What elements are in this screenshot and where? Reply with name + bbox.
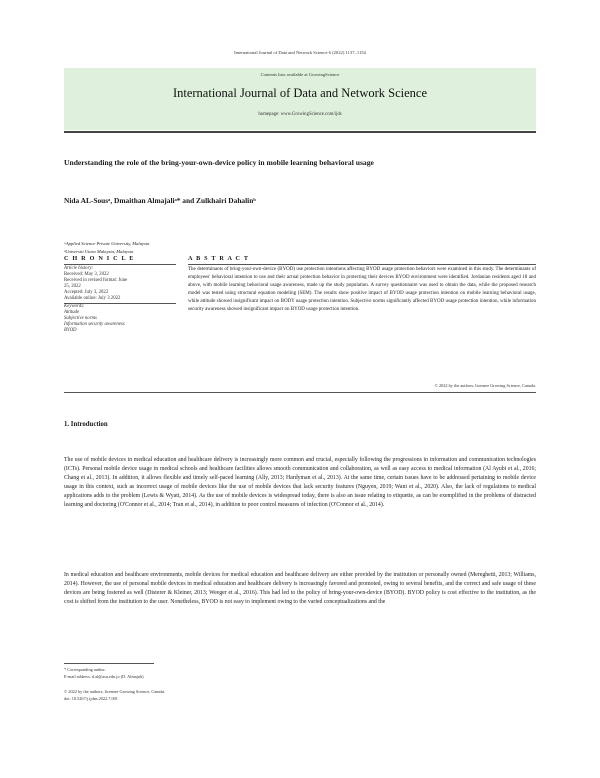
- abstract-text: The determinants of bring-your-own-device (BYOD) use protection intentions affecting BYOD usage protection behaviors were examined in this study. The determinants of employees' behavioral intention to use and their actual protection behavior in protecting their devices BYOD environment were identified. Jordanian residents aged 18 and above, with mobile learning behavioral usage awareness, made up the study population. A survey questionnaire was used to obtain the data, while the proposed research model was tested using structural equation modeling (SEM). The results show positive impact of BYOD usage protection intention on mobile learning behavioral usage, while attitude showed insignificant impact on BODY usage protection intention. Subjective norms significantly affected BYOD usage protection intention, while information security awareness showed insignificant impact on BYOD usage protection intention.: [188, 267, 536, 313]
- keywords-label: Keywords:: [64, 304, 85, 309]
- online-date: Available online: July 3 2022: [64, 296, 121, 301]
- chronicle-heading: C H R O N I C L E: [64, 255, 135, 262]
- abstract-heading: A B S T R A C T: [188, 255, 250, 262]
- journal-homepage-link[interactable]: homepage: www.GrowingScience.com/ijds: [258, 112, 342, 117]
- doi[interactable]: doi: 10.5267/j.ijdns.2022.7.001: [64, 696, 118, 701]
- footnote-rule: [64, 663, 154, 664]
- received-date: Received: May 3, 2022: [64, 272, 109, 277]
- affiliation-a: ᵃApplied Science Private University, Malaysia: [64, 241, 150, 246]
- abstract-rule: [188, 264, 536, 265]
- history-label: Article history:: [64, 266, 94, 271]
- journal-title: International Journal of Data and Network Science: [172, 86, 428, 100]
- header-rule: [64, 131, 536, 133]
- accepted-date: Accepted: July 3, 2022: [64, 290, 109, 295]
- contents-line: Contents lists available at GrowingScience: [260, 72, 340, 77]
- chronicle-rule: [64, 264, 176, 265]
- keyword: Subjective norms: [64, 316, 97, 321]
- article-history: [64, 266, 176, 302]
- intro-paragraph-2: In medical education and healthcare environments, mobile devices for medical education and healthcare delivery are either provided by the institution or personally owned (Mereghetti, 2013; Williams, 2014). However, the use of personal mobile devices in medical education and healthcare delivery is increasingly favored and promoted, owing to several benefits, and the correct and safe usage of these devices are being fostered as well (Disterer & Kleiner, 2013; Weeger et al., 2016). This had led to the policy of bring-your-own-device (BYOD). BYOD policy is cost effective to the institution, as the cost is shifted from the institution to the user. Nonetheless, BYOD is not easy to implement owing to the varied conceptualizations and the: [64, 572, 536, 605]
- revised-date-line1: Received in revised format: June: [64, 278, 128, 283]
- keyword: Attitude: [64, 310, 80, 315]
- author-list: Nida AL-Sousᵃ, Dmaithan Almajaliᵃ* and Zulkhairi Dahalinᵇ: [64, 196, 256, 205]
- footer-copyright: © 2022 by the authors; licensee Growing Science, Canada.: [64, 689, 166, 694]
- corresponding-author-note: * Corresponding author.: [64, 667, 106, 672]
- running-header: International Journal of Data and Network Science 6 (2022) 1137–1154: [234, 50, 366, 55]
- keyword: Information security awareness: [64, 322, 125, 327]
- abstract-bottom-rule: [64, 392, 536, 393]
- keywords-block: [64, 304, 176, 334]
- intro-paragraph-1: The use of mobile devices in medical education and healthcare delivery is increasingly more common and crucial, especially following the progressions in information and communication technologies (ICTs). Personal mobile device usage in medical schools and healthcare facilities allows smooth communication and collaboration, as well as easy access to medical information (Al Ayubi et al., 2016; Chang et al., 2013). In addition, it allows flexible and timely self-paced learning (Ally, 2013; Hardyman et al., 2013). At the same time, certain issues have to be addressed pertaining to mobile device usage in this context, such as incorrect usage of mobile devices like the use of mobile devices that lack security features (Nguyen, 2019; Wani et al., 2020). Also, the lack of regulations to medical applications adds to the problem (Lewis & Wyatt, 2014). As the use of mobile devices is widespread today, there is also an issue relating to etiquette, as can be exemplified in the problems of distracted learning and doctoring (O'Connor et al., 2014; Tran et al., 2014), in addition to poor control measures of infection (O'Connor et al., 2014).: [64, 457, 536, 508]
- article-title: Understanding the role of the bring-your-own-device policy in mobile learning behavioral usage: [64, 158, 374, 167]
- keyword: BYOD: [64, 328, 77, 333]
- email-address[interactable]: E-mail address: d.al@asu.edu.jo (D. Almajali): [64, 674, 144, 679]
- affiliation-b: ᵇUniversiti Utara Malaysia, Malaysia: [64, 249, 134, 254]
- introduction-heading: 1. Introduction: [64, 421, 108, 428]
- abstract-copyright: © 2022 by the authors; licensee Growing Science, Canada.: [434, 383, 536, 388]
- revised-date-line2: 25, 2022: [64, 284, 81, 289]
